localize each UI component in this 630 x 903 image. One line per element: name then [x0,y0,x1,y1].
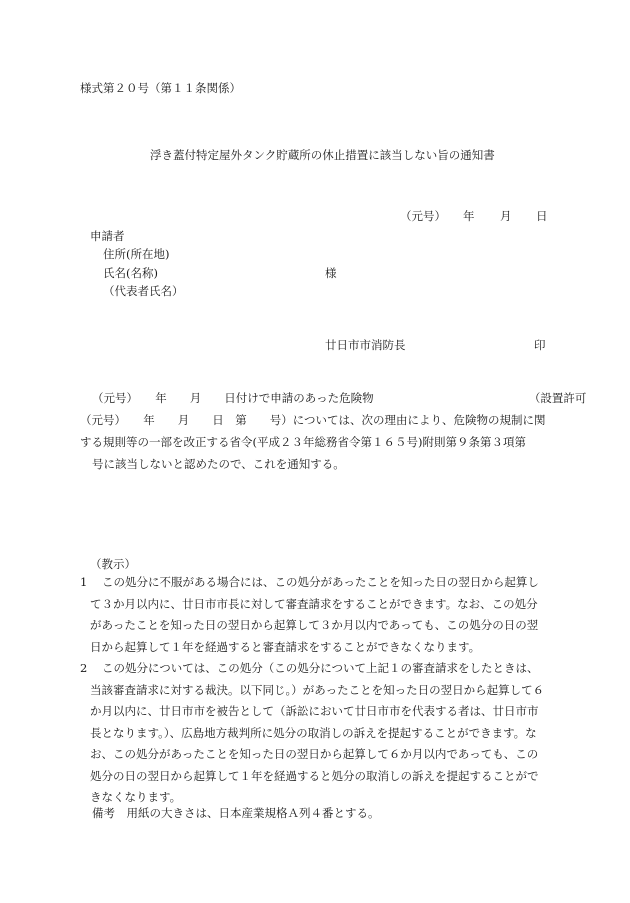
date-day: 日 [536,209,548,223]
instruction-heading: （教示） [90,557,136,571]
item-number: 1 [80,575,88,589]
item-line: お、この処分があったことを知った日の翌日から起算して６か月以内であっても、この [90,747,539,761]
item-line: きなくなります。 [90,790,182,804]
notice-body [80,387,587,475]
item-line: この処分については、この処分（この処分について上記１の審査請求をしたときは、 [102,661,539,675]
representative-label: （代表者氏名） [103,284,184,298]
applicant-address-label: 住所(所在地) [103,247,170,261]
item-line: 日から起算して１年を経過すると審査請求をすることができなくなります。 [90,639,481,654]
remarks: 備考 用紙の大きさは、日本産業規格Ａ列４番とする。 [92,806,380,820]
instruction-item-1 [80,572,560,658]
item-line: 長となります。）、広島地方裁判所に処分の取消しの訴えを提起することができます。な [90,725,537,740]
document-title: 浮き蓋付特定屋外タンク貯蔵所の休止措置に該当しない旨の通知書 [150,148,495,162]
item-line: 処分の日の翌日から起算して１年を経過すると処分の取消しの訴えを提起することがで [90,768,539,783]
applicant-name-label: 氏名(名称) [103,266,158,280]
item-line: があったことを知った日の翌日から起算して３か月以内であっても、この処分の日の翌 [90,618,539,632]
instruction-item-2 [80,658,560,809]
body-line: （元号） 年 月 日付けで申請のあった危険物 （設置許可 [92,391,587,405]
honorific: 様 [325,266,337,280]
applicant-label: 申請者 [90,229,125,243]
body-line: 号に該当しないと認めたので、これを通知する。 [92,457,345,471]
seal-mark: 印 [534,338,546,352]
item-number: 2 [80,661,88,675]
body-line: する規則等の一部を改正する省令(平成２３年総務省令第１６５号)附則第９条第３項第 [80,435,526,449]
date-year: 年 [463,209,475,223]
issuer-name: 廿日市市消防長 [325,338,406,352]
form-number: 様式第２０号（第１１条関係） [80,81,241,95]
date-era: （元号） [400,209,446,223]
body-line: （元号） 年 月 日 第 号）については、次の理由により、危険物の規制に関 [80,413,546,427]
item-line: 当該審査請求に対する裁決。以下同じ。）があったことを知った日の翌日から起算して６ [90,682,545,697]
item-line: て３か月以内に、廿日市市長に対して審査請求をすることができます。なお、この処分 [90,596,538,611]
item-line: か月以内に、廿日市市を被告として（訴訟において廿日市市を代表する者は、廿日市市 [90,704,539,718]
item-line: この処分に不服がある場合には、この処分があったことを知った日の翌日から起算し [102,575,539,589]
date-month: 月 [500,209,512,223]
